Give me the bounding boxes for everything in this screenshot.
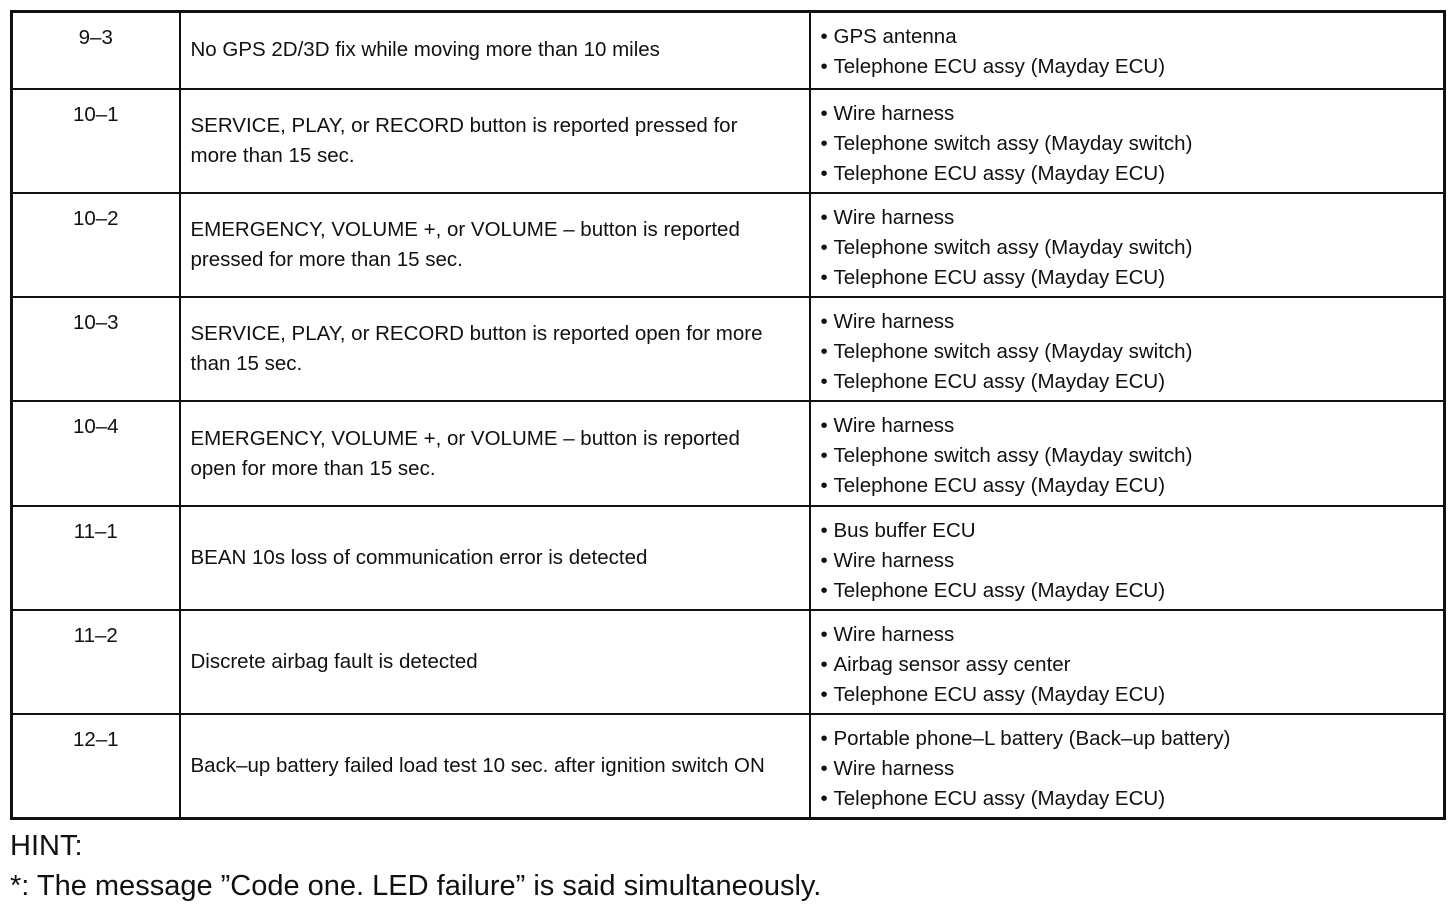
table-row xyxy=(12,193,1445,297)
dtc-table-body xyxy=(12,12,1445,819)
trouble-area-item xyxy=(821,233,1444,263)
bullet-icon: • xyxy=(820,548,828,572)
table-row xyxy=(12,401,1445,505)
bullet-icon: • xyxy=(820,578,828,602)
trouble-area-item xyxy=(821,99,1444,129)
bullet-icon: • xyxy=(820,622,828,646)
dtc-code: 10–3 xyxy=(72,311,119,335)
trouble-area-item xyxy=(821,576,1444,606)
trouble-area-text: Telephone ECU assy (Mayday ECU) xyxy=(833,161,1166,185)
bullet-icon: • xyxy=(820,727,828,751)
table-row xyxy=(12,506,1445,610)
dtc-code: 10–1 xyxy=(72,102,119,126)
bullet-icon: • xyxy=(820,205,828,229)
trouble-area-item xyxy=(821,307,1444,337)
detection-item-text: No GPS 2D/3D fix while moving more than 10 miles xyxy=(190,38,660,62)
trouble-area-item xyxy=(821,784,1444,814)
dtc-code: 11–1 xyxy=(73,519,118,543)
trouble-area-cell xyxy=(810,297,1445,401)
trouble-area-item xyxy=(821,22,1444,52)
bullet-icon: • xyxy=(820,265,828,289)
trouble-area-text: Wire harness xyxy=(833,310,955,334)
trouble-area-text: Telephone ECU assy (Mayday ECU) xyxy=(833,578,1166,602)
dtc-code-cell xyxy=(12,193,180,297)
bullet-icon: • xyxy=(820,444,828,468)
trouble-area-text: Telephone switch assy (Mayday switch) xyxy=(833,235,1193,259)
dtc-code-cell xyxy=(12,506,180,610)
detection-item-cell xyxy=(180,610,810,714)
bullet-icon: • xyxy=(820,370,828,394)
trouble-area-cell xyxy=(810,89,1445,193)
bullet-icon: • xyxy=(820,235,828,259)
dtc-code-cell xyxy=(12,297,180,401)
trouble-area-text: Telephone ECU assy (Mayday ECU) xyxy=(833,370,1166,394)
trouble-area-item xyxy=(821,620,1444,650)
trouble-area-text: Airbag sensor assy center xyxy=(833,652,1071,676)
dtc-code: 9–3 xyxy=(78,26,113,49)
trouble-area-item xyxy=(821,159,1444,189)
trouble-area-text: Wire harness xyxy=(833,622,955,646)
bullet-icon: • xyxy=(820,518,828,542)
detection-item-cell xyxy=(180,506,810,610)
detection-item-text: Discrete airbag fault is detected xyxy=(190,650,478,674)
detection-item-text: BEAN 10s loss of communication error is detected xyxy=(190,545,648,569)
dtc-code-cell xyxy=(12,714,180,818)
trouble-area-item xyxy=(821,337,1444,367)
trouble-area-text: Wire harness xyxy=(833,101,955,125)
trouble-area-text: Telephone ECU assy (Mayday ECU) xyxy=(833,265,1166,289)
trouble-area-item xyxy=(821,52,1444,82)
bullet-icon: • xyxy=(820,25,828,48)
trouble-area-cell xyxy=(810,714,1445,818)
detection-item-cell xyxy=(180,714,810,818)
trouble-area-text: Portable phone–L battery (Back–up battery) xyxy=(833,727,1231,751)
trouble-area-text: Wire harness xyxy=(833,414,955,438)
trouble-area-item xyxy=(821,129,1444,159)
detection-item-cell xyxy=(180,193,810,297)
dtc-code-cell xyxy=(12,89,180,193)
detection-item-text: EMERGENCY, VOLUME +, or VOLUME – button is reported open for more than 15 sec. xyxy=(190,426,740,480)
trouble-area-text: Bus buffer ECU xyxy=(833,518,976,542)
trouble-area-text: Telephone ECU assy (Mayday ECU) xyxy=(833,682,1166,706)
trouble-area-item xyxy=(821,263,1444,293)
bullet-icon: • xyxy=(820,131,828,155)
trouble-area-text: Wire harness xyxy=(833,205,955,229)
bullet-icon: • xyxy=(820,55,828,78)
trouble-area-text: Telephone switch assy (Mayday switch) xyxy=(833,131,1193,155)
dtc-code-cell xyxy=(12,610,180,714)
dtc-code-cell xyxy=(12,12,180,89)
trouble-area-text: GPS antenna xyxy=(833,25,957,48)
trouble-area-cell xyxy=(810,506,1445,610)
trouble-area-item xyxy=(821,650,1444,680)
bullet-icon: • xyxy=(820,101,828,125)
dtc-table xyxy=(10,10,1446,820)
detection-item-text: EMERGENCY, VOLUME +, or VOLUME – button is reported pressed for more than 15 sec. xyxy=(190,218,740,272)
dtc-code: 10–2 xyxy=(72,206,119,230)
trouble-area-text: Telephone ECU assy (Mayday ECU) xyxy=(833,787,1166,811)
dtc-code-cell xyxy=(12,401,180,505)
trouble-area-item xyxy=(821,516,1444,546)
hint-note: *: The message ”Code one. LED failure” is said simultaneously. xyxy=(10,870,822,902)
trouble-area-text: Telephone switch assy (Mayday switch) xyxy=(833,444,1193,468)
bullet-icon: • xyxy=(820,682,828,706)
detection-item-cell xyxy=(180,89,810,193)
trouble-area-text: Telephone ECU assy (Mayday ECU) xyxy=(833,474,1166,498)
bullet-icon: • xyxy=(820,787,828,811)
detection-item-text: Back–up battery failed load test 10 sec. after ignition switch ON xyxy=(190,754,765,778)
table-row xyxy=(12,12,1445,89)
hint-label: HINT: xyxy=(10,830,83,862)
trouble-area-item xyxy=(821,471,1444,501)
trouble-area-cell xyxy=(810,12,1445,89)
trouble-area-item xyxy=(821,680,1444,710)
detection-item-text: SERVICE, PLAY, or RECORD button is reported open for more than 15 sec. xyxy=(190,322,763,376)
trouble-area-item xyxy=(821,754,1444,784)
trouble-area-item xyxy=(821,367,1444,397)
hint-block xyxy=(10,826,821,906)
trouble-area-cell xyxy=(810,610,1445,714)
table-row xyxy=(12,297,1445,401)
table-row xyxy=(12,89,1445,193)
trouble-area-item xyxy=(821,724,1444,754)
trouble-area-text: Telephone switch assy (Mayday switch) xyxy=(833,340,1193,364)
trouble-area-text: Wire harness xyxy=(833,757,955,781)
bullet-icon: • xyxy=(820,310,828,334)
trouble-area-item xyxy=(821,546,1444,576)
table-row xyxy=(12,610,1445,714)
trouble-area-item xyxy=(821,411,1444,441)
trouble-area-cell xyxy=(810,401,1445,505)
bullet-icon: • xyxy=(820,652,828,676)
dtc-code: 12–1 xyxy=(72,728,119,752)
bullet-icon: • xyxy=(820,340,828,364)
trouble-area-item xyxy=(821,203,1444,233)
bullet-icon: • xyxy=(820,161,828,185)
trouble-area-text: Telephone ECU assy (Mayday ECU) xyxy=(833,55,1166,78)
detection-item-text: SERVICE, PLAY, or RECORD button is reported pressed for more than 15 sec. xyxy=(190,113,738,167)
bullet-icon: • xyxy=(820,474,828,498)
detection-item-cell xyxy=(180,401,810,505)
bullet-icon: • xyxy=(820,414,828,438)
trouble-area-cell xyxy=(810,193,1445,297)
detection-item-cell xyxy=(180,297,810,401)
bullet-icon: • xyxy=(820,757,828,781)
detection-item-cell xyxy=(180,12,810,89)
table-row xyxy=(12,714,1445,818)
trouble-area-item xyxy=(821,441,1444,471)
trouble-area-text: Wire harness xyxy=(833,548,955,572)
dtc-code: 10–4 xyxy=(72,415,119,439)
dtc-code: 11–2 xyxy=(73,623,118,647)
